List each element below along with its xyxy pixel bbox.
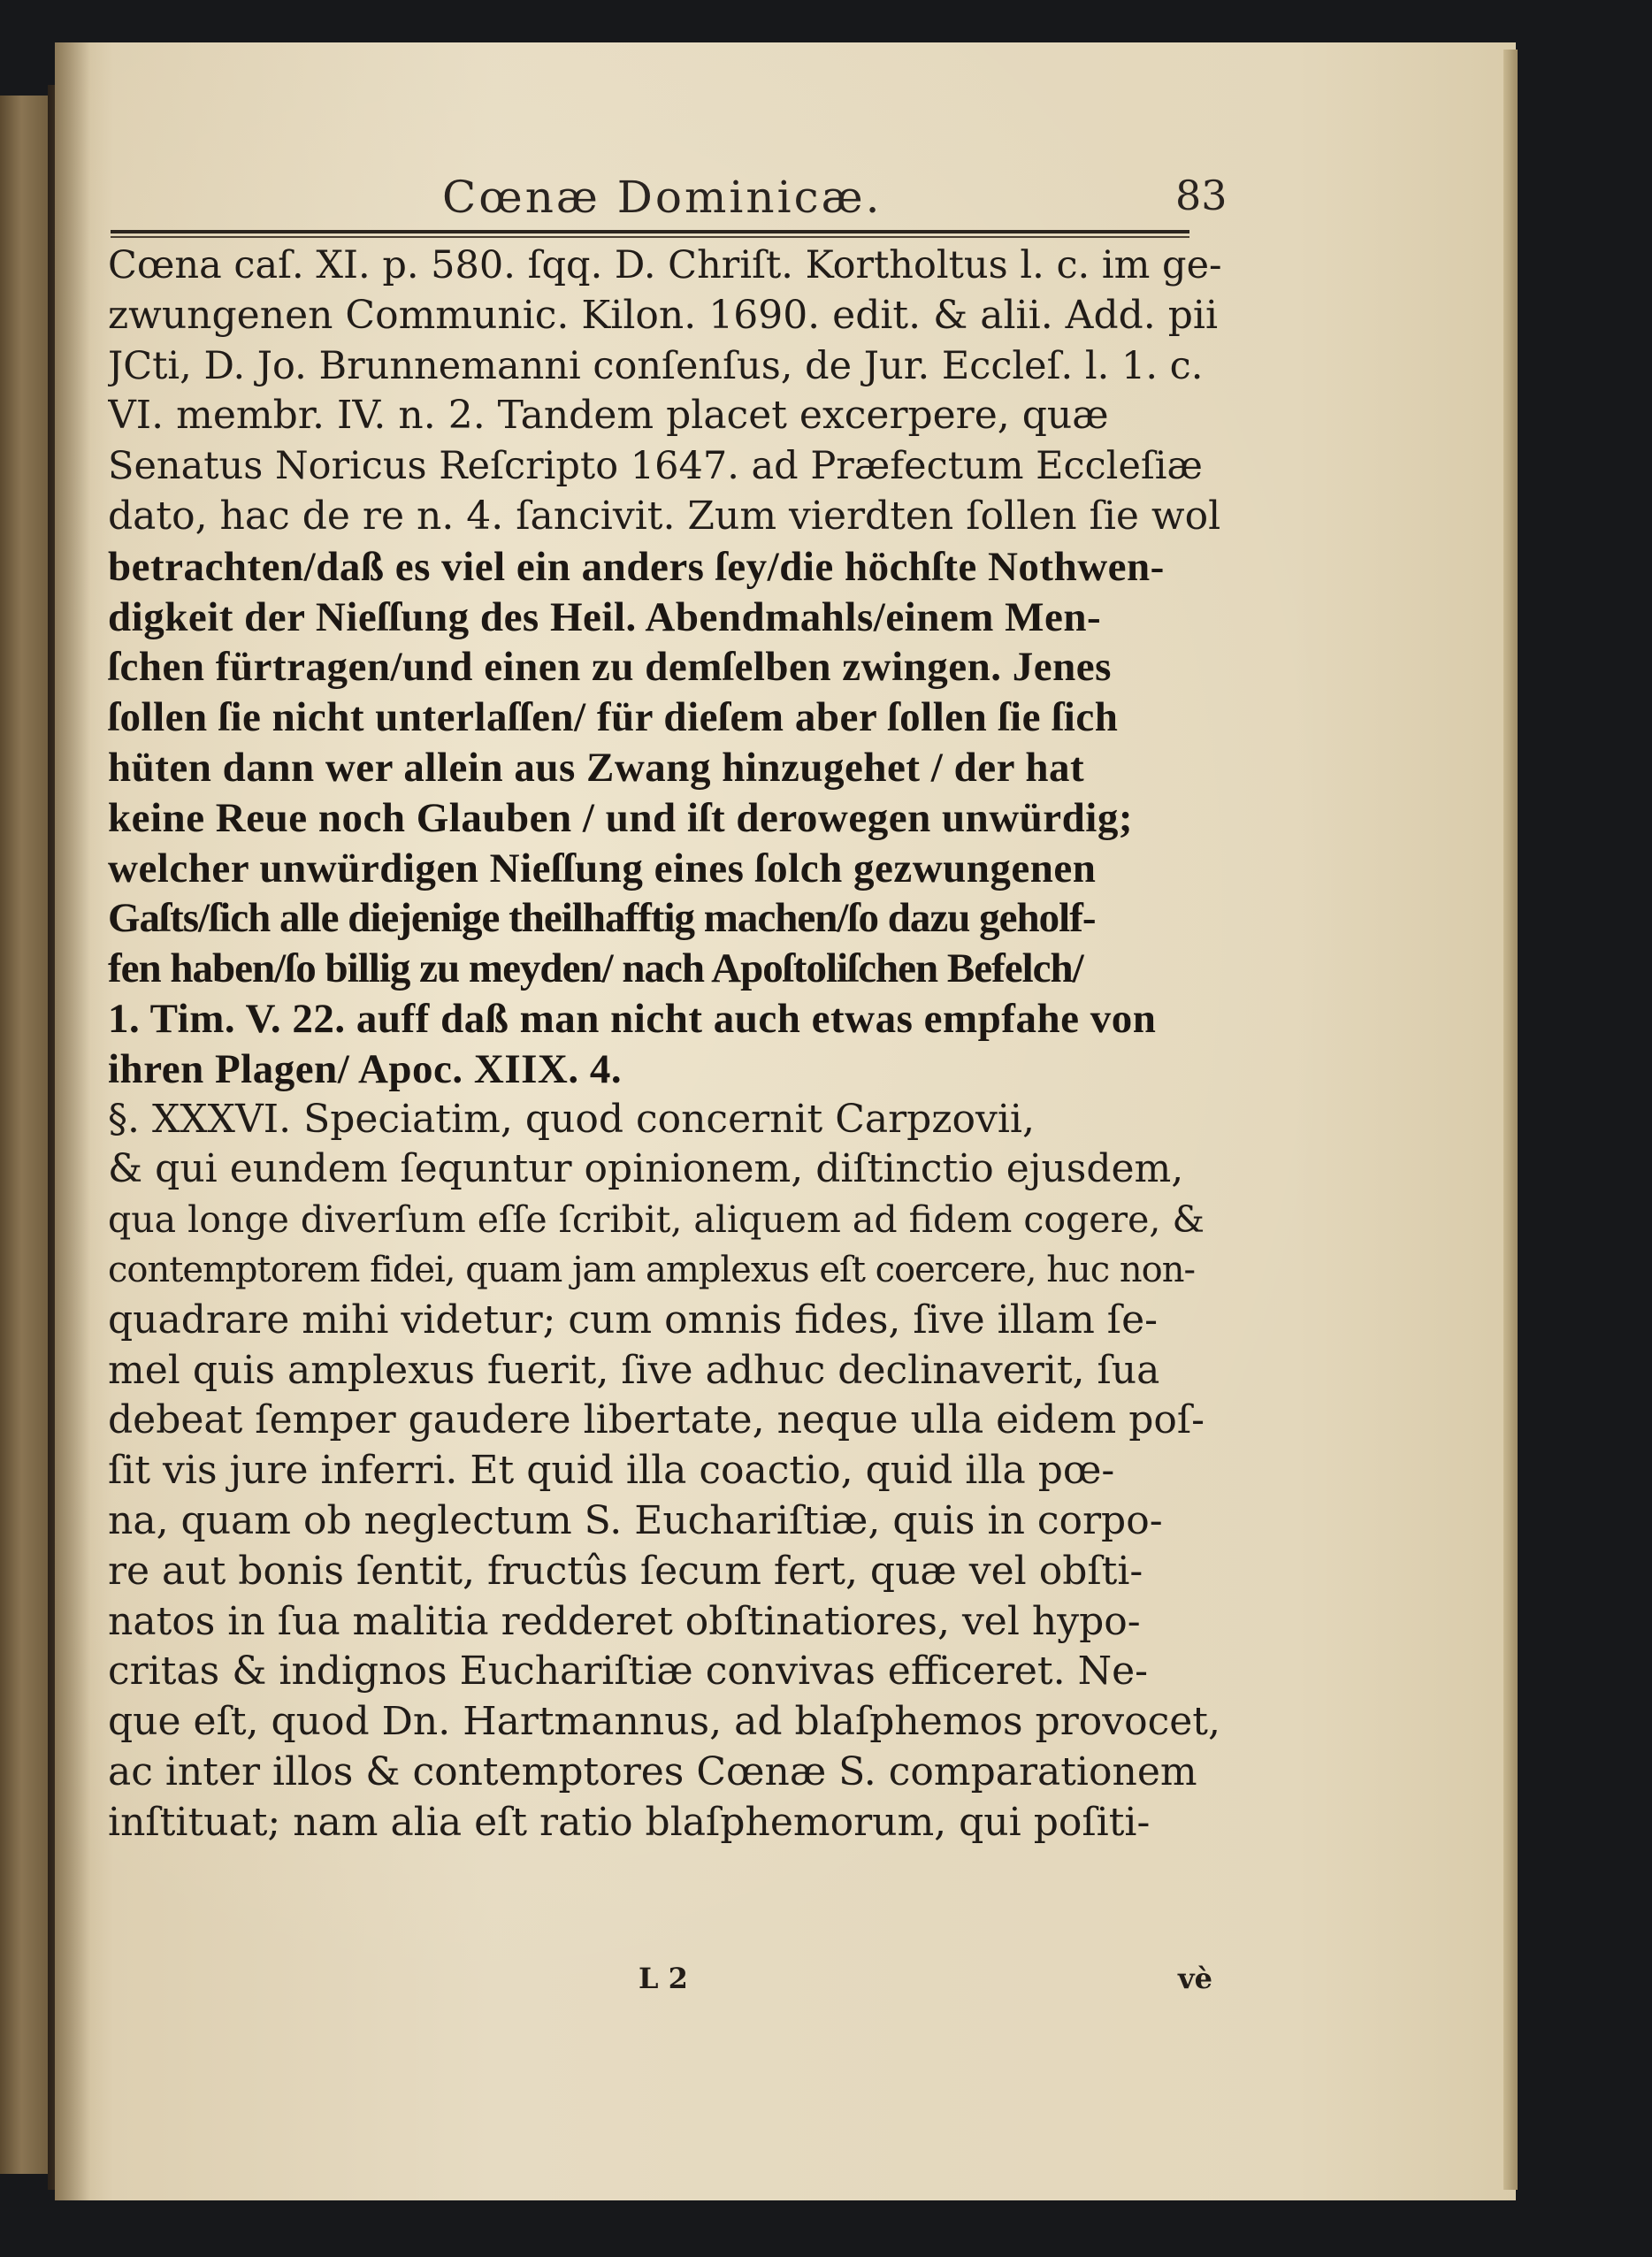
page-footer: [108, 1962, 1222, 2006]
text-line: JCti, D. Jo. Brunnemanni conſenſus, de Jur. Eccleſ. l. 1. c.: [108, 343, 1204, 388]
text-line-german: ihren Plagen/ Apoc. XIIX. 4.: [108, 1045, 623, 1092]
text-line: inſtituat; nam alia eſt ratio blaſphemorum, qui poſiti-: [108, 1799, 1151, 1845]
catchword: vè: [1178, 1962, 1212, 1995]
page-number: 83: [1175, 172, 1228, 219]
text-line: Cœna caſ. XI. p. 580. ſqq. D. Chriſt. Kortholtus l. c. im ge-: [108, 243, 1222, 287]
text-line: contemptorem fidei, quam jam amplexus eſt coercere, huc non-: [108, 1249, 1195, 1290]
text-line-german: Gaſts/ſich alle diejenige theilhafftig machen/ſo dazu geholf-: [108, 895, 1096, 942]
signature-mark: L 2: [639, 1962, 688, 1995]
text-line: re aut bonis ſentit, fructûs ſecum fert, quæ vel obſti-: [108, 1548, 1143, 1594]
text-line: zwungenen Communic. Kilon. 1690. edit. & alii. Add. pii: [108, 292, 1219, 338]
page-gutter: [55, 42, 90, 2200]
text-line: natos in ſua malitia redderet obſtinatiores, vel hypo-: [108, 1598, 1141, 1644]
text-line: quadrare mihi videtur; cum omnis fides, ſive illam ſe-: [108, 1297, 1158, 1343]
section-heading-line: §. XXXVI. Speciatim, quod concernit Carpzovii,: [108, 1096, 1035, 1142]
text-line-german: welcher unwürdigen Nieſſung eines ſolch gezwungenen: [108, 845, 1097, 891]
text-line-german: hüten dann wer allein aus Zwang hinzugehet / der hat: [108, 744, 1085, 791]
text-line: ſit vis jure inferri. Et quid illa coactio, quid illa pœ-: [108, 1448, 1115, 1494]
text-line: ac inter illos & contemptores Cœnæ S. comparationem: [108, 1748, 1197, 1794]
text-line-german: ſollen ſie nicht unterlaſſen/ für dieſem aber ſollen ſie ſich: [108, 694, 1119, 741]
text-line: qua longe diverſum eſſe ſcribit, aliquem ad fidem cogere, &: [108, 1198, 1205, 1242]
page-header: [111, 166, 1228, 228]
text-line: dato, hac de re n. 4. ſancivit. Zum vierdten ſollen ſie wol: [108, 493, 1221, 539]
text-line: VI. membr. IV. n. 2. Tandem placet excerpere, quæ: [108, 393, 1109, 439]
header-rule-thin: [111, 236, 1189, 238]
text-line-german: ſchen fürtragen/und einen zu demſelben zwingen. Jenes: [108, 644, 1112, 691]
running-title: Cœnæ Dominicæ.: [442, 172, 883, 223]
text-line: que eſt, quod Dn. Hartmannus, ad blaſphemos provocet,: [108, 1699, 1220, 1745]
text-line: & qui eundem ſequntur opinionem, diſtinctio ejusdem,: [108, 1146, 1184, 1192]
page-fore-edge: [1503, 50, 1518, 2190]
text-line: debeat ſemper gaudere libertate, neque ulla eidem poſ-: [108, 1397, 1205, 1443]
text-line-german: 1. Tim. V. 22. auff daß man nicht auch etwas empfahe von: [108, 995, 1157, 1042]
text-line: critas & indignos Euchariſtiæ convivas efficeret. Ne-: [108, 1649, 1148, 1695]
previous-page-edge: [0, 96, 53, 2174]
text-line: Senatus Noricus Reſcripto 1647. ad Præfectum Eccleſiæ: [108, 444, 1203, 489]
text-line-german: betrachten/daß es viel ein anders ſey/die höchſte Nothwen-: [108, 543, 1165, 590]
header-rule: [111, 230, 1189, 233]
text-line: mel quis amplexus fuerit, ſive adhuc declinaverit, ſua: [108, 1347, 1160, 1393]
text-line-german: digkeit der Nieſſung des Heil. Abendmahls/einem Men-: [108, 593, 1102, 640]
text-line-german: keine Reue noch Glauben / und iſt derowegen unwürdig;: [108, 794, 1134, 841]
body-text: [108, 241, 1222, 1848]
text-line-german: fen haben/ſo billig zu meyden/ nach Apoſtoliſchen Befelch/: [108, 945, 1083, 992]
text-line: na, quam ob neglectum S. Euchariſtiæ, quis in corpo-: [108, 1497, 1163, 1543]
